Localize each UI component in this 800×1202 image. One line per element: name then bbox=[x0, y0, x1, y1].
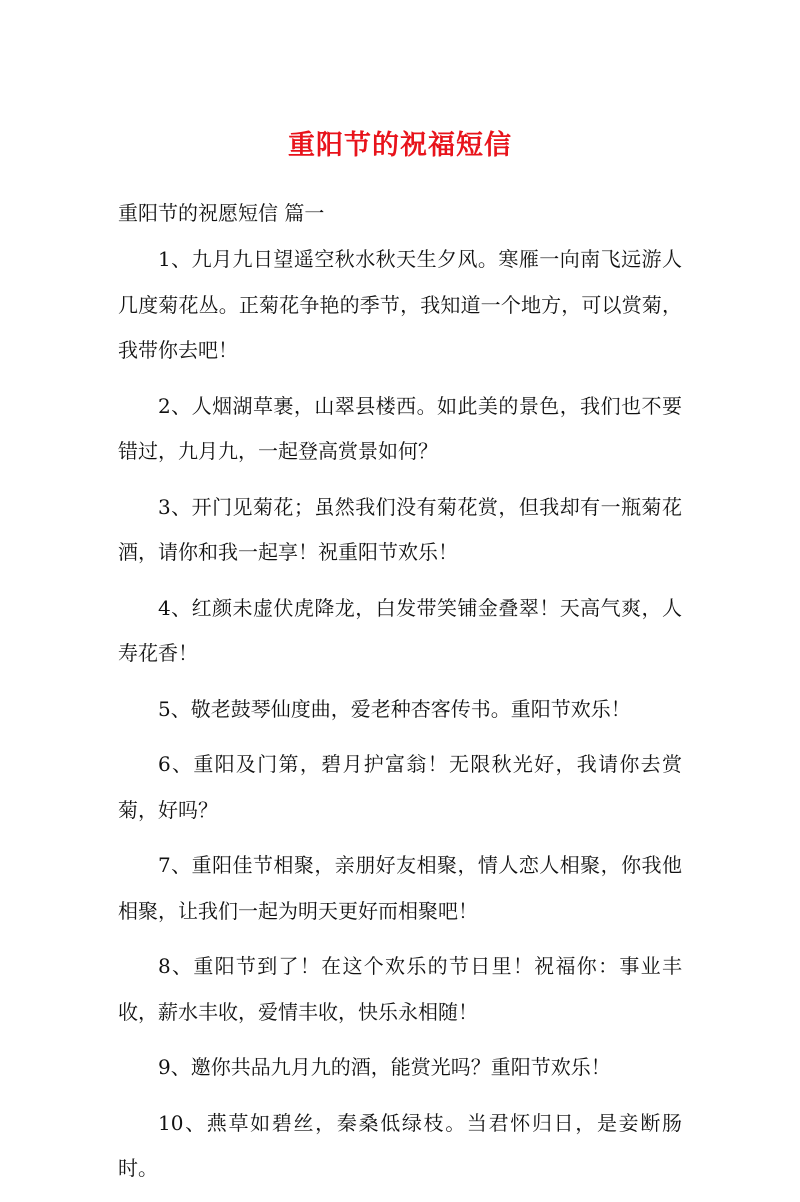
message-item-4: 4、红颜未虚伏虎降龙，白发带笑铺金叠翠！天高气爽，人寿花香！ bbox=[118, 595, 682, 665]
message-item-9: 9、邀你共品九月九的酒，能赏光吗？重阳节欢乐！ bbox=[158, 1055, 611, 1079]
message-item-2: 2、人烟湖草裹，山翠县楼西。如此美的景色，我们也不要错过，九月九，一起登高赏景如何？ bbox=[118, 393, 682, 463]
section-subtitle: 重阳节的祝愿短信 篇一 bbox=[118, 201, 325, 225]
message-item-10: 10、燕草如碧丝，秦桑低绿枝。当君怀归日，是妾断肠时。 bbox=[118, 1110, 682, 1180]
message-item-7: 7、重阳佳节相聚，亲朋好友相聚，情人恋人相聚，你我他相聚，让我们一起为明天更好而相聚吧！ bbox=[118, 853, 682, 923]
message-list bbox=[118, 237, 682, 1202]
message-item-1: 1、九月九日望遥空秋水秋天生夕风。寒雁一向南飞远游人几度菊花丛。正菊花争艳的季节，我知道一个地方，可以赏菊，我带你去吧！ bbox=[118, 247, 682, 362]
page-title: 重阳节的祝福短信 bbox=[288, 130, 512, 161]
message-item-3: 3、开门见菊花；虽然我们没有菊花赏，但我却有一瓶菊花酒，请你和我一起享！祝重阳节欢乐！ bbox=[118, 494, 682, 564]
message-item-8: 8、重阳节到了！在这个欢乐的节日里！祝福你：事业丰收，薪水丰收，爱情丰收，快乐永相随！ bbox=[118, 954, 682, 1024]
message-item-5: 5、敬老鼓琴仙度曲，爱老种杏客传书。重阳节欢乐！ bbox=[158, 696, 631, 721]
message-item-6: 6、重阳及门第，碧月护富翁！无限秋光好，我请你去赏菊，好吗？ bbox=[118, 752, 682, 822]
